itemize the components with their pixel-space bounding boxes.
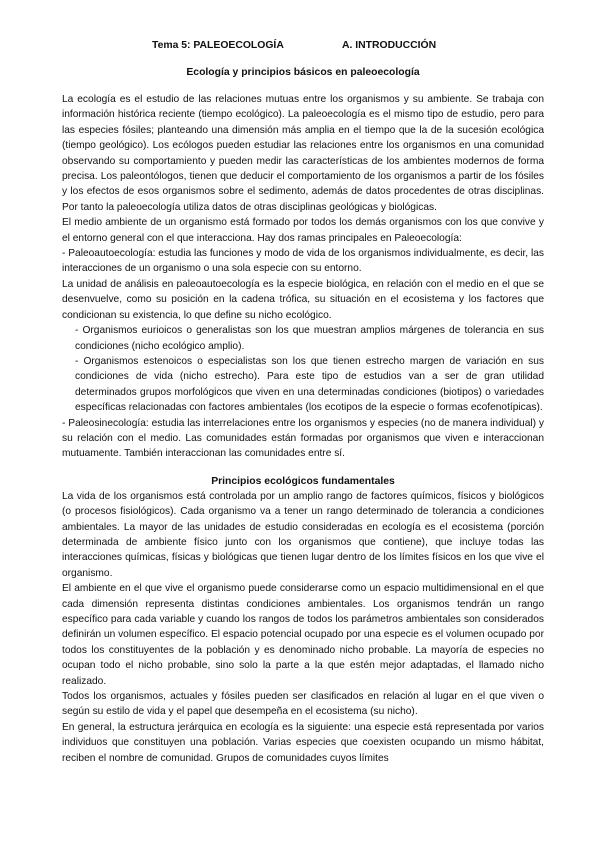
bullet-paragraph: - Organismos estenoicos o especialistas son los que tienen estrecho margen de variación en sus condiciones de vida (nicho estrecho). Para este tipo de estudios van a ser de gran utilidad determinados grupos morfológicos que viven en una determinadas condiciones (biotipos) o variedades específicas relacionadas con factores ambientales (los ecotipos de la especie o formas ecofenotípicas).	[75, 355, 544, 414]
section-2-body	[62, 489, 544, 766]
document-page	[62, 40, 544, 766]
paragraph: La unidad de análisis en paleoautoecología es la especie biológica, en relación con el medio en el que se desenvuelve, como su posición en la cadena trófica, su situación en el ecosistema y los factores que condicionan su existencia, lo que define su nicho ecológico.	[62, 278, 544, 321]
paragraph: La ecología es el estudio de las relaciones mutuas entre los organismos y su ambiente. Se trabaja con información histórica reciente (tiempo ecológico). La paleoecología es el mismo tipo de estudio, pero para las especies fósiles; planteando una dimensión más amplia en el tiempo que la de la sucesión ecológica (tiempo geológico). Los ecólogos pueden estudiar las relaciones entre los organismos en una comunidad observando su comportamiento y pueden medir las características de los ambientes modernos de forma precisa. Los paleontólogos, tienen que deducir el comportamiento de los organismos a partir de los fósiles y los efectos de esos organismos sobre el sedimento, además de datos procedentes de otras disciplinas. Por tanto la paleoecología utiliza datos de otras disciplinas geológicas y biológicas.	[62, 94, 544, 213]
paragraph: Todos los organismos, actuales y fósiles pueden ser clasificados en relación al lugar en el que viven o según su estilo de vida y el papel que desempeña en el ecosistema (su nicho).	[62, 691, 544, 718]
paragraph: La vida de los organismos está controlada por un amplio rango de factores químicos, físicos y biológicos (o procesos fisiológicos). Cada organismo va a tener un rango determinado de tolerancia a condiciones ambientales. La mayor de las unidades de estudio consideradas en ecología es el ecosistema (porción determinada de ambiente físico junto con los organismos que contiene), que incluye todas las interacciones químicas, físicas y biológicas que tienen lugar dentro de los límites físicos en los que vive el organismo.	[62, 490, 544, 579]
paragraph: En general, la estructura jerárquica en ecología es la siguiente: una especie está representada por varios individuos que constituyen una población. Varias especies que coexisten ocupando un mismo hábitat, reciben el nombre de comunidad. Grupos de comunidades cuyos límites	[62, 721, 544, 764]
section-2-title: Principios ecológicos fundamentales	[211, 475, 395, 487]
topic-title: Tema 5: PALEOECOLOGÍA	[152, 40, 284, 51]
bullet-paragraph: - Organismos eurioicos o generalistas son los que muestran amplios márgenes de tolerancia en sus condiciones (nicho ecológico amplio).	[75, 325, 544, 352]
paragraph: - Paleoautoecología: estudia las funciones y modo de vida de los organismos individualmente, es decir, las interacciones de un organismo o una sola especie con su entorno.	[62, 248, 544, 275]
section-1-body	[62, 92, 544, 462]
paragraph: - Paleosinecología: estudia las interrelaciones entre los organismos y especies (no de manera individual) y su relación con el medio. Las comunidades están formadas por organismos que viven e interaccionan mutuamente. También interaccionan las comunidades entre sí.	[62, 417, 544, 460]
page-header	[62, 40, 544, 56]
paragraph: El ambiente en el que vive el organismo puede considerarse como un espacio multidimensional en el que cada dimensión representa distintas condiciones ambientales. Los organismos tendrán un rango específico para cada variable y cuando los rangos de todos los parámetros ambientales son considerados definirán un volumen específico. El espacio potencial ocupado por una especie es el volumen ocupado por todos los constituyentes de la población y es denominado nicho probable. La mayoría de especies no ocupan todo el nicho probable, sino solo la parte a la que estén mejor adaptadas, el llamado nicho realizado.	[62, 583, 544, 687]
paragraph: El medio ambiente de un organismo está formado por todos los demás organismos con los que convive y el entorno general con el que interacciona. Hay dos ramas principales en Paleoecología:	[62, 217, 544, 244]
document-subtitle: Ecología y principios básicos en paleoecología	[186, 67, 420, 78]
section-title: A. INTRODUCCIÓN	[342, 40, 437, 51]
